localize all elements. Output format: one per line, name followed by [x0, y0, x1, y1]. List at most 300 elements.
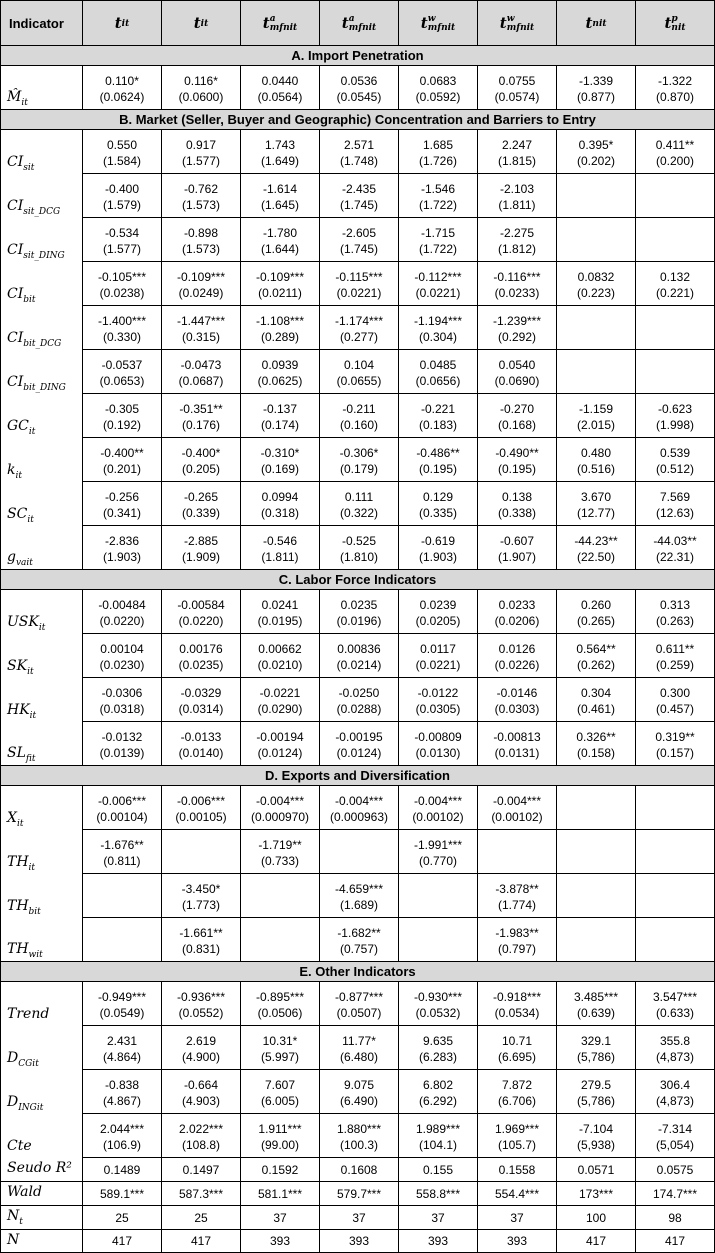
std-error-cell — [320, 853, 399, 874]
section-header — [1, 962, 715, 982]
std-error-row — [1, 1093, 715, 1114]
statistic-cell: 0.155 — [399, 1158, 478, 1182]
std-error-cell: (0.0230) — [83, 657, 162, 678]
section-header — [1, 110, 715, 130]
coefficient-row — [1, 482, 715, 506]
variable-subscript: it — [15, 470, 22, 481]
std-error-cell: (4.900) — [162, 1049, 241, 1070]
column-header — [83, 1, 162, 46]
variable-label — [1, 394, 83, 438]
coefficient-cell: -0.004*** — [399, 786, 478, 810]
coefficient-cell: 0.539 — [636, 438, 715, 462]
std-error-cell: (1.903) — [83, 549, 162, 570]
std-error-row — [1, 153, 715, 174]
statistic-row — [1, 1182, 715, 1206]
std-error-cell: (5,786) — [557, 1049, 636, 1070]
variable-label — [1, 262, 83, 306]
std-error-row — [1, 657, 715, 678]
std-error-row — [1, 1005, 715, 1026]
coefficient-cell: -1.546 — [399, 174, 478, 198]
column-symbol: t — [499, 13, 507, 32]
std-error-cell: (0.0139) — [83, 745, 162, 766]
variable-symbol: X — [7, 809, 17, 826]
statistic-row — [1, 1230, 715, 1253]
std-error-cell: (0.0687) — [162, 373, 241, 394]
coefficient-cell: -0.112*** — [399, 262, 478, 286]
std-error-cell — [636, 853, 715, 874]
variable-label — [1, 130, 83, 174]
coefficient-cell — [636, 874, 715, 898]
coefficient-cell: -0.351** — [162, 394, 241, 418]
coefficient-cell: -4.659*** — [320, 874, 399, 898]
variable-label — [1, 722, 83, 766]
std-error-cell: (0.195) — [399, 461, 478, 482]
std-error-cell — [399, 941, 478, 962]
std-error-cell: (0.315) — [162, 329, 241, 350]
std-error-cell: (105.7) — [478, 1137, 557, 1158]
std-error-cell — [241, 897, 320, 918]
variable-label — [1, 218, 83, 262]
coefficient-cell: 0.111 — [320, 482, 399, 506]
column-header — [478, 1, 557, 46]
coefficient-cell: -3.450* — [162, 874, 241, 898]
coefficient-cell: -0.0132 — [83, 722, 162, 746]
coefficient-cell: -0.838 — [83, 1070, 162, 1094]
std-error-cell: (0.0130) — [399, 745, 478, 766]
coefficient-cell — [557, 306, 636, 330]
variable-label — [1, 1026, 83, 1070]
coefficient-cell: 0.411** — [636, 130, 715, 154]
std-error-cell: (0.304) — [399, 329, 478, 350]
coefficient-cell: -0.534 — [83, 218, 162, 242]
coefficient-cell: -0.619 — [399, 526, 478, 550]
variable-symbol: CI — [7, 241, 24, 258]
coefficient-cell — [83, 874, 162, 898]
std-error-cell — [557, 241, 636, 262]
std-error-cell: (0.195) — [478, 461, 557, 482]
coefficient-cell: -0.898 — [162, 218, 241, 242]
std-error-row — [1, 897, 715, 918]
statistic-cell: 581.1*** — [241, 1182, 320, 1206]
std-error-cell: (1.689) — [320, 897, 399, 918]
std-error-cell: (0.0592) — [399, 89, 478, 110]
std-error-cell: (4.903) — [162, 1093, 241, 1114]
variable-label — [1, 786, 83, 830]
column-symbol: t — [262, 13, 270, 32]
coefficient-cell: 0.138 — [478, 482, 557, 506]
std-error-cell: (0.0506) — [241, 1005, 320, 1026]
statistic-label — [1, 1206, 83, 1230]
std-error-cell: (0.0210) — [241, 657, 320, 678]
std-error-cell: (0.0318) — [83, 701, 162, 722]
statistic-symbol: N — [7, 1208, 20, 1225]
std-error-row — [1, 461, 715, 482]
std-error-cell: (0.0195) — [241, 613, 320, 634]
variable-label — [1, 438, 83, 482]
column-subscript: it — [121, 18, 130, 29]
std-error-cell — [636, 197, 715, 218]
coefficient-cell: 1.880*** — [320, 1114, 399, 1138]
coefficient-cell: 0.326** — [557, 722, 636, 746]
coefficient-cell: -0.607 — [478, 526, 557, 550]
statistic-cell: 579.7*** — [320, 1182, 399, 1206]
std-error-cell — [557, 897, 636, 918]
std-error-cell: (0.192) — [83, 417, 162, 438]
std-error-cell: (0.262) — [557, 657, 636, 678]
std-error-cell: (0.639) — [557, 1005, 636, 1026]
coefficient-cell: -1.614 — [241, 174, 320, 198]
statistic-cell: 37 — [241, 1206, 320, 1230]
std-error-cell: (6.490) — [320, 1093, 399, 1114]
std-error-cell: (1.815) — [478, 153, 557, 174]
coefficient-cell — [636, 306, 715, 330]
column-superscript: w — [506, 13, 515, 24]
std-error-cell — [636, 241, 715, 262]
std-error-cell — [557, 809, 636, 830]
variable-subscript: bit — [28, 906, 41, 917]
std-error-cell: (0.0656) — [399, 373, 478, 394]
coefficient-cell — [636, 830, 715, 854]
std-error-cell: (0.0220) — [83, 613, 162, 634]
coefficient-cell: -0.00484 — [83, 590, 162, 614]
coefficient-cell — [557, 830, 636, 854]
std-error-cell: (0.0690) — [478, 373, 557, 394]
variable-symbol: k — [7, 461, 16, 478]
coefficient-row — [1, 874, 715, 898]
std-error-cell: (0.0305) — [399, 701, 478, 722]
coefficient-cell: 2.571 — [320, 130, 399, 154]
std-error-cell — [557, 197, 636, 218]
variable-symbol: TH — [7, 853, 29, 870]
std-error-cell: (1.903) — [399, 549, 478, 570]
coefficient-cell: -44.23** — [557, 526, 636, 550]
std-error-cell: (0.0214) — [320, 657, 399, 678]
column-subscript: mfnit — [348, 22, 377, 33]
std-error-cell: (0.341) — [83, 505, 162, 526]
coefficient-cell: -2.103 — [478, 174, 557, 198]
coefficient-row — [1, 722, 715, 746]
statistic-cell: 0.1608 — [320, 1158, 399, 1182]
coefficient-cell: -1.194*** — [399, 306, 478, 330]
std-error-cell: (0.179) — [320, 461, 399, 482]
coefficient-cell: -0.137 — [241, 394, 320, 418]
std-error-cell: (0.0221) — [320, 285, 399, 306]
coefficient-cell: -0.0122 — [399, 678, 478, 702]
variable-subscript: sit_DCG — [23, 206, 61, 217]
column-subscript: mfnit — [506, 22, 535, 33]
std-error-cell — [399, 897, 478, 918]
coefficient-cell: -0.116*** — [478, 262, 557, 286]
coefficient-row — [1, 982, 715, 1006]
coefficient-cell: 279.5 — [557, 1070, 636, 1094]
coefficient-cell: 1.969*** — [478, 1114, 557, 1138]
table-header — [1, 1, 715, 46]
coefficient-cell: 0.319** — [636, 722, 715, 746]
statistic-symbol: Seudo R² — [7, 1159, 72, 1176]
coefficient-cell: -2.605 — [320, 218, 399, 242]
statistic-cell: 0.1497 — [162, 1158, 241, 1182]
std-error-cell: (0.0233) — [478, 285, 557, 306]
variable-label — [1, 830, 83, 874]
std-error-cell: (0.205) — [162, 461, 241, 482]
std-error-cell: (22.31) — [636, 549, 715, 570]
statistic-cell: 173*** — [557, 1182, 636, 1206]
coefficient-cell: -0.400** — [83, 438, 162, 462]
coefficient-cell: -0.305 — [83, 394, 162, 418]
coefficient-cell: -0.0306 — [83, 678, 162, 702]
std-error-row — [1, 197, 715, 218]
std-error-cell: (0.202) — [557, 153, 636, 174]
column-symbol: t — [585, 14, 593, 32]
variable-symbol: Trend — [7, 1005, 50, 1022]
std-error-cell: (0.00102) — [478, 809, 557, 830]
std-error-cell: (5.997) — [241, 1049, 320, 1070]
section-header — [1, 570, 715, 590]
std-error-cell: (1.745) — [320, 197, 399, 218]
coefficient-row — [1, 590, 715, 614]
column-header — [557, 1, 636, 46]
std-error-row — [1, 417, 715, 438]
std-error-cell: (0.0600) — [162, 89, 241, 110]
statistic-subscript: t — [19, 1216, 23, 1227]
coefficient-cell: 0.550 — [83, 130, 162, 154]
std-error-cell: (12.63) — [636, 505, 715, 526]
std-error-cell: (1.811) — [241, 549, 320, 570]
std-error-cell: (0.158) — [557, 745, 636, 766]
coefficient-cell: -0.006*** — [162, 786, 241, 810]
statistic-cell: 417 — [162, 1230, 241, 1253]
coefficient-cell: -0.004*** — [320, 786, 399, 810]
std-error-row — [1, 329, 715, 350]
coefficient-cell: 0.00836 — [320, 634, 399, 658]
variable-subscript: it — [21, 98, 28, 108]
std-error-cell: (0.0220) — [162, 613, 241, 634]
std-error-cell: (22.50) — [557, 549, 636, 570]
std-error-cell: (0.633) — [636, 1005, 715, 1026]
column-superscript: w — [427, 13, 436, 24]
std-error-cell: (0.870) — [636, 89, 715, 110]
variable-symbol: CI — [7, 153, 24, 170]
std-error-cell — [557, 373, 636, 394]
std-error-cell: (6.005) — [241, 1093, 320, 1114]
coefficient-cell: 0.129 — [399, 482, 478, 506]
std-error-cell: (0.457) — [636, 701, 715, 722]
std-error-cell — [636, 373, 715, 394]
coefficient-cell: -0.00813 — [478, 722, 557, 746]
column-header — [320, 1, 399, 46]
std-error-cell: (0.0226) — [478, 657, 557, 678]
statistic-row — [1, 1206, 715, 1230]
coefficient-cell — [83, 918, 162, 942]
coefficient-cell: -0.256 — [83, 482, 162, 506]
coefficient-cell: -3.878** — [478, 874, 557, 898]
coefficient-cell — [557, 786, 636, 810]
std-error-cell — [557, 941, 636, 962]
statistic-cell: 0.0571 — [557, 1158, 636, 1182]
variable-symbol: SL — [7, 745, 26, 762]
std-error-row — [1, 549, 715, 570]
statistic-label — [1, 1230, 83, 1253]
coefficient-cell — [399, 874, 478, 898]
statistic-cell: 0.1592 — [241, 1158, 320, 1182]
std-error-cell: (1.577) — [162, 153, 241, 174]
std-error-cell — [557, 853, 636, 874]
std-error-cell: (0.0288) — [320, 701, 399, 722]
std-error-cell: (0.0303) — [478, 701, 557, 722]
variable-symbol: M̂ — [7, 89, 22, 106]
coefficient-cell: 0.132 — [636, 262, 715, 286]
coefficient-cell: -0.006*** — [83, 786, 162, 810]
std-error-row — [1, 285, 715, 306]
statistic-cell: 558.8*** — [399, 1182, 478, 1206]
coefficient-cell: -0.877*** — [320, 982, 399, 1006]
std-error-cell: (1.722) — [399, 197, 478, 218]
statistic-cell: 25 — [83, 1206, 162, 1230]
std-error-cell: (1.812) — [478, 241, 557, 262]
coefficient-cell: 0.116* — [162, 66, 241, 90]
variable-symbol: HK — [7, 701, 30, 718]
coefficient-cell: 1.989*** — [399, 1114, 478, 1138]
column-subscript: nit — [592, 18, 607, 29]
std-error-cell: (1.909) — [162, 549, 241, 570]
coefficient-cell: 10.31* — [241, 1026, 320, 1050]
coefficient-cell: 1.685 — [399, 130, 478, 154]
coefficient-cell: -0.400* — [162, 438, 241, 462]
std-error-cell: (0.00105) — [162, 809, 241, 830]
variable-symbol: TH — [7, 941, 29, 958]
std-error-cell: (0.183) — [399, 417, 478, 438]
coefficient-cell: 0.0233 — [478, 590, 557, 614]
variable-subscript: vait — [15, 558, 33, 568]
std-error-cell: (0.877) — [557, 89, 636, 110]
std-error-cell — [241, 941, 320, 962]
std-error-cell: (6.695) — [478, 1049, 557, 1070]
coefficient-cell: 0.564** — [557, 634, 636, 658]
std-error-cell: (0.0549) — [83, 1005, 162, 1026]
std-error-cell: (1.649) — [241, 153, 320, 174]
coefficient-cell: -0.0473 — [162, 350, 241, 374]
std-error-cell: (0.259) — [636, 657, 715, 678]
coefficient-cell: 0.0440 — [241, 66, 320, 90]
statistic-cell: 0.0575 — [636, 1158, 715, 1182]
coefficient-cell: -1.447*** — [162, 306, 241, 330]
coefficient-cell: -1.780 — [241, 218, 320, 242]
statistic-cell: 554.4*** — [478, 1182, 557, 1206]
coefficient-cell: 0.0536 — [320, 66, 399, 90]
variable-label — [1, 1070, 83, 1114]
coefficient-cell: -1.239*** — [478, 306, 557, 330]
coefficient-cell: -1.174*** — [320, 306, 399, 330]
statistic-cell: 417 — [557, 1230, 636, 1253]
variable-label — [1, 590, 83, 634]
std-error-cell: (0.0238) — [83, 285, 162, 306]
coefficient-cell: -0.265 — [162, 482, 241, 506]
std-error-row — [1, 809, 715, 830]
coefficient-cell — [636, 174, 715, 198]
coefficient-cell — [636, 786, 715, 810]
coefficient-cell: 7.607 — [241, 1070, 320, 1094]
variable-subscript: sit_DING — [23, 250, 65, 261]
section-title: B. Market (Seller, Buyer and Geographic) Concentration and Barriers to Entry — [1, 110, 715, 130]
coefficient-cell: 0.0540 — [478, 350, 557, 374]
section-header — [1, 766, 715, 786]
coefficient-cell: 3.670 — [557, 482, 636, 506]
coefficient-row — [1, 526, 715, 550]
coefficient-row — [1, 1114, 715, 1138]
coefficient-cell: 0.0485 — [399, 350, 478, 374]
variable-symbol: D — [7, 1049, 19, 1066]
coefficient-cell: -1.719** — [241, 830, 320, 854]
coefficient-cell: -0.930*** — [399, 982, 478, 1006]
coefficient-cell: -1.991*** — [399, 830, 478, 854]
std-error-cell: (0.338) — [478, 505, 557, 526]
coefficient-cell: -0.400 — [83, 174, 162, 198]
std-error-cell: (1.907) — [478, 549, 557, 570]
std-error-cell: (0.322) — [320, 505, 399, 526]
std-error-cell: (0.223) — [557, 285, 636, 306]
std-error-cell: (1.998) — [636, 417, 715, 438]
coefficient-cell: -1.676** — [83, 830, 162, 854]
coefficient-cell: 10.71 — [478, 1026, 557, 1050]
coefficient-row — [1, 634, 715, 658]
variable-subscript: it — [28, 862, 36, 873]
variable-label — [1, 306, 83, 350]
variable-symbol: CI — [7, 373, 24, 390]
coefficient-cell: -0.762 — [162, 174, 241, 198]
coefficient-cell: -0.00195 — [320, 722, 399, 746]
coefficient-row — [1, 786, 715, 810]
variable-subscript: it — [28, 426, 36, 437]
variable-subscript: fit — [25, 754, 36, 764]
statistic-cell: 417 — [83, 1230, 162, 1253]
std-error-cell: (0.201) — [83, 461, 162, 482]
std-error-cell: (1.773) — [162, 897, 241, 918]
coefficient-cell: 2.022*** — [162, 1114, 241, 1138]
coefficient-cell — [636, 218, 715, 242]
coefficient-row — [1, 350, 715, 374]
coefficient-cell: 0.00104 — [83, 634, 162, 658]
coefficient-row — [1, 1070, 715, 1094]
coefficient-cell — [557, 350, 636, 374]
variable-subscript: bit_DCG — [23, 338, 62, 349]
std-error-cell — [162, 853, 241, 874]
std-error-cell — [83, 897, 162, 918]
std-error-cell: (5,786) — [557, 1093, 636, 1114]
std-error-cell: (0.770) — [399, 853, 478, 874]
coefficient-cell: -1.715 — [399, 218, 478, 242]
statistic-label — [1, 1182, 83, 1206]
column-subscript: it — [200, 18, 209, 29]
column-symbol: t — [114, 14, 122, 32]
coefficient-cell: -7.314 — [636, 1114, 715, 1138]
std-error-cell: (0.339) — [162, 505, 241, 526]
coefficient-cell — [241, 918, 320, 942]
coefficient-cell — [557, 874, 636, 898]
coefficient-cell: 306.4 — [636, 1070, 715, 1094]
coefficient-cell: 2.247 — [478, 130, 557, 154]
coefficient-cell: -2.885 — [162, 526, 241, 550]
coefficient-cell: -0.00584 — [162, 590, 241, 614]
std-error-cell — [478, 853, 557, 874]
coefficient-cell: -0.664 — [162, 1070, 241, 1094]
variable-subscript: it — [16, 818, 24, 829]
variable-label — [1, 174, 83, 218]
coefficient-cell: -0.221 — [399, 394, 478, 418]
coefficient-cell: 0.0939 — [241, 350, 320, 374]
coefficient-cell: -2.836 — [83, 526, 162, 550]
std-error-cell — [557, 329, 636, 350]
column-superscript: p — [671, 13, 678, 24]
